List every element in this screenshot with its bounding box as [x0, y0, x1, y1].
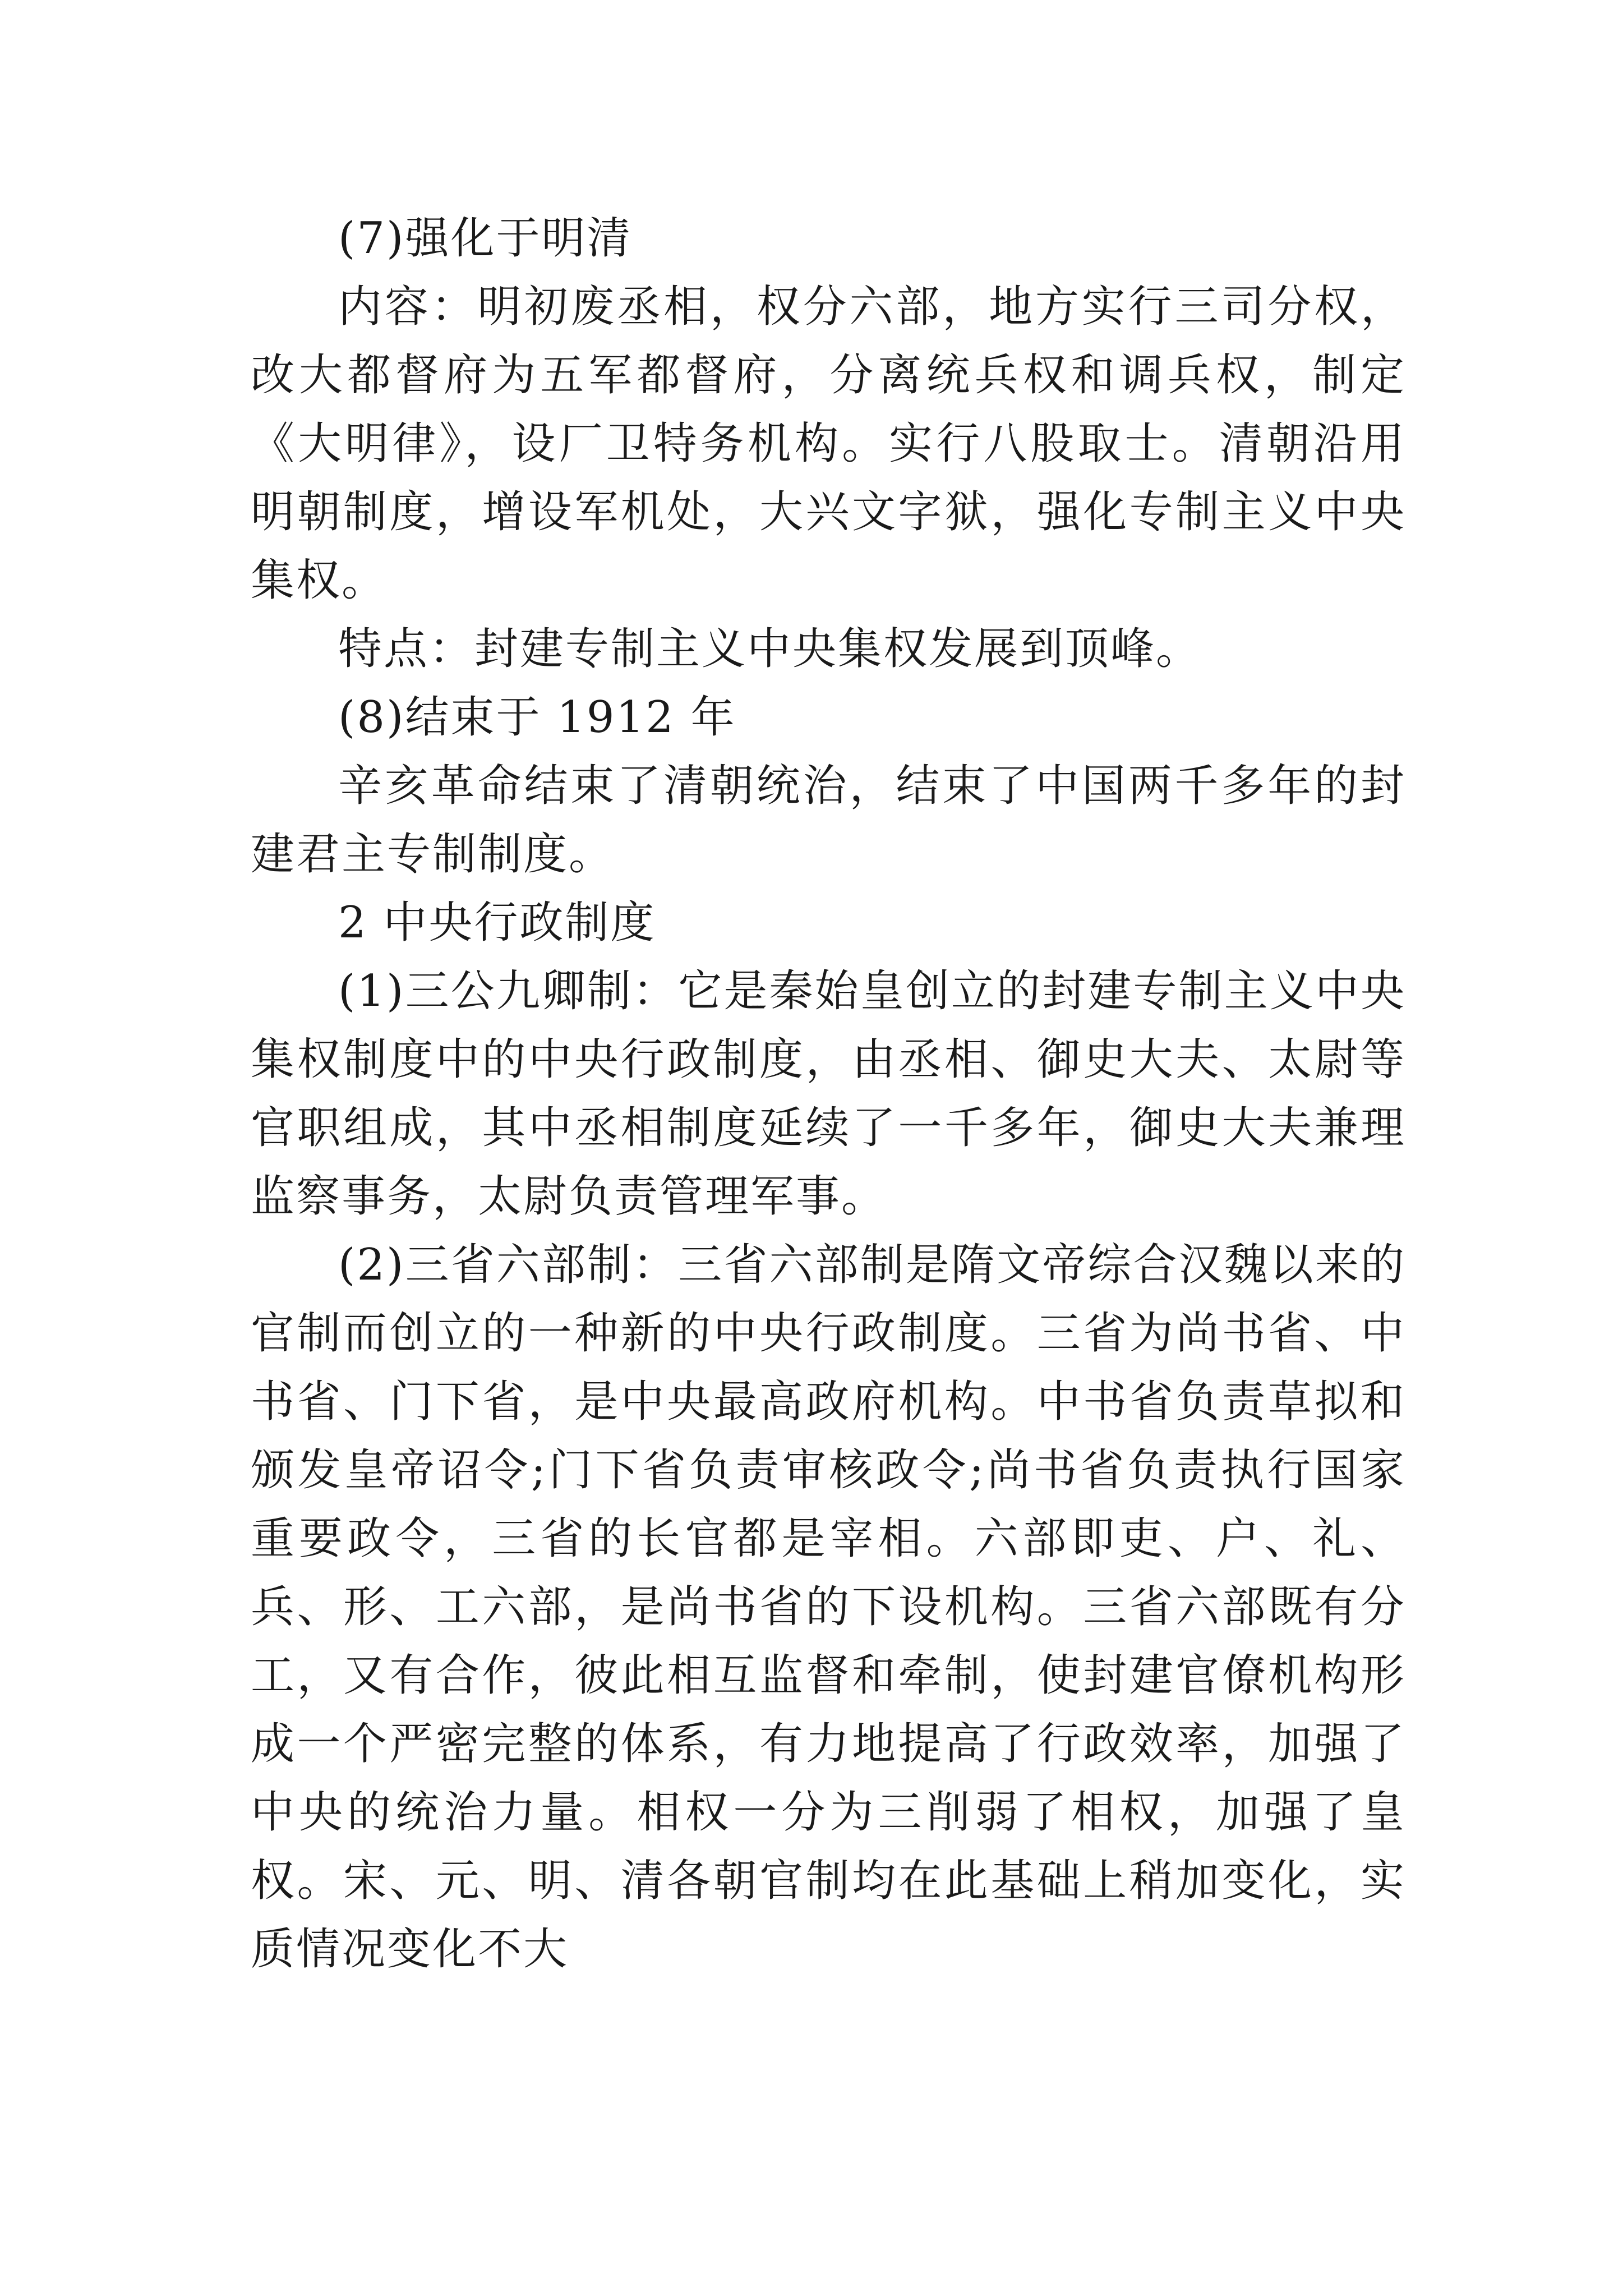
document-body — [251, 204, 1406, 1984]
section-heading-end-1912: (8)结束于 1912 年 — [338, 692, 736, 743]
section-heading-ming-qing: (7)强化于明清 — [338, 213, 633, 264]
paragraph-three-departments-six-ministries: (2)三省六部制：三省六部制是隋文帝综合汉魏以来的官制而创立的一种新的中央行政制度。三省为尚书省、中书省、门下省，是中央最高政府机构。中书省负责草拟和颁发皇帝诏令;门下省负责审核政令;尚书省负责执行国家重要政令，三省的长官都是宰相。六部即吏、户、礼、兵、形、工六部，是尚书省的下设机构。三省六部既有分工，又有合作，彼此相互监督和牵制，使封建官僚机构形成一个严密完整的体系，有力地提高了行政效率，加强了中央的统治力量。相权一分为三削弱了相权，加强了皇权。宋、元、明、清各朝官制均在此基础上稍加变化，实质情况变化不大 — [251, 1240, 1406, 1975]
paragraph-features: 特点：封建专制主义中央集权发展到顶峰。 — [338, 624, 1202, 674]
paragraph-xinhai-revolution: 辛亥革命结束了清朝统治，结束了中国两千多年的封建君主专制制度。 — [251, 761, 1406, 880]
section-heading-central-administration: 2 中央行政制度 — [338, 898, 656, 948]
paragraph-three-lords-nine-ministers: (1)三公九卿制：它是秦始皇创立的封建专制主义中央集权制度中的中央行政制度，由丞相、御史大夫、太尉等官职组成，其中丞相制度延续了一千多年，御史大夫兼理监察事务，太尉负责管理军事。 — [251, 966, 1406, 1222]
paragraph-content: 内容：明初废丞相，权分六部，地方实行三司分权，改大都督府为五军都督府，分离统兵权和调兵权，制定《大明律》，设厂卫特务机构。实行八股取士。清朝沿用明朝制度，增设军机处，大兴文字狱，强化专制主义中央集权。 — [251, 282, 1406, 606]
